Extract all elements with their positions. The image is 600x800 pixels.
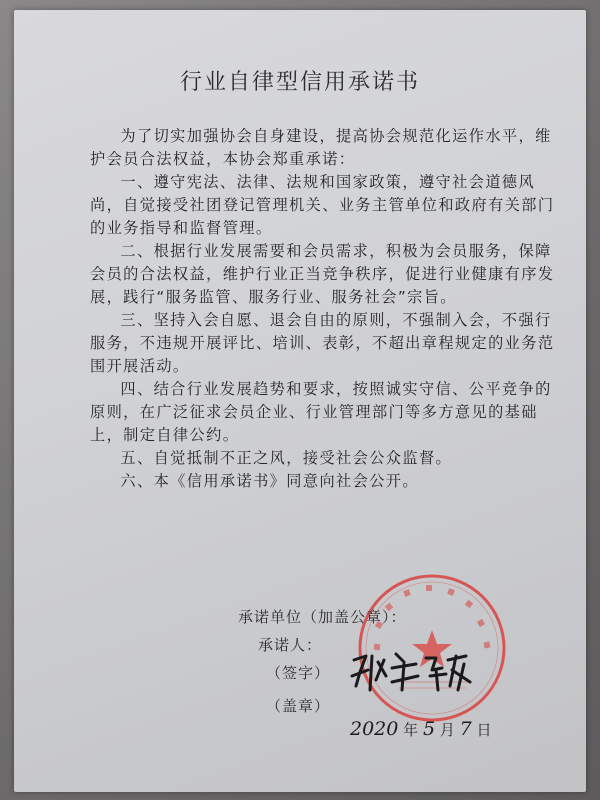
- pledge-unit-label: 承诺单位（加盖公章）：: [238, 608, 407, 626]
- paragraph-item-2: 二、根据行业发展需要和会员需求，积极为会员服务，保障会员的合法权益，维护行业正当竞争秩序，促进行业健康有序发展，践行“服务监管、服务行业、服务社会”宗旨。: [90, 242, 555, 306]
- date-year-unit: 年: [403, 721, 419, 739]
- document-title: 行业自律型信用承诺书: [179, 70, 420, 95]
- document-paper: [14, 10, 586, 792]
- paragraph-item-4: 四、结合行业发展趋势和要求，按照诚实守信、公平竞争的原则，在广泛征求会员企业、行业管理部门等多方意见的基础上，制定自律公约。: [90, 380, 552, 444]
- handwritten-signature: [346, 646, 476, 696]
- date-day-unit: 日: [476, 721, 492, 739]
- date-month-unit: 月: [439, 721, 455, 739]
- sign-date: [350, 718, 492, 740]
- paragraph-item-6: 六、本《信用承诺书》同意向社会公开。: [120, 472, 419, 490]
- date-year: 2020: [350, 718, 399, 740]
- date-day: 7: [459, 718, 472, 740]
- paragraph-intro: 为了切实加强协会自身建设，提高协会规范化运作水平，维护会员合法权益，本协会郑重承诺：: [90, 127, 552, 168]
- sign-label: （签字）: [266, 664, 331, 682]
- paragraph-item-1: 一、遵守宪法、法律、法规和国家政策，遵守社会道德风尚，自觉接受社团登记管理机关、业务主管单位和政府有关部门的业务指导和监督管理。: [90, 173, 555, 237]
- seal-label: （盖章）: [266, 697, 331, 715]
- date-month: 5: [422, 718, 436, 740]
- paragraph-item-3: 三、坚持入会自愿、退会自由的原则，不强制入会，不强行服务，不违规开展评比、培训、表彰，不超出章程规定的业务范围开展活动。: [90, 311, 555, 375]
- document-body: [90, 125, 560, 493]
- paragraph-item-5: 五、自觉抵制不正之风，接受社会公众监督。: [120, 449, 453, 467]
- pledger-label: 承诺人：: [258, 636, 323, 654]
